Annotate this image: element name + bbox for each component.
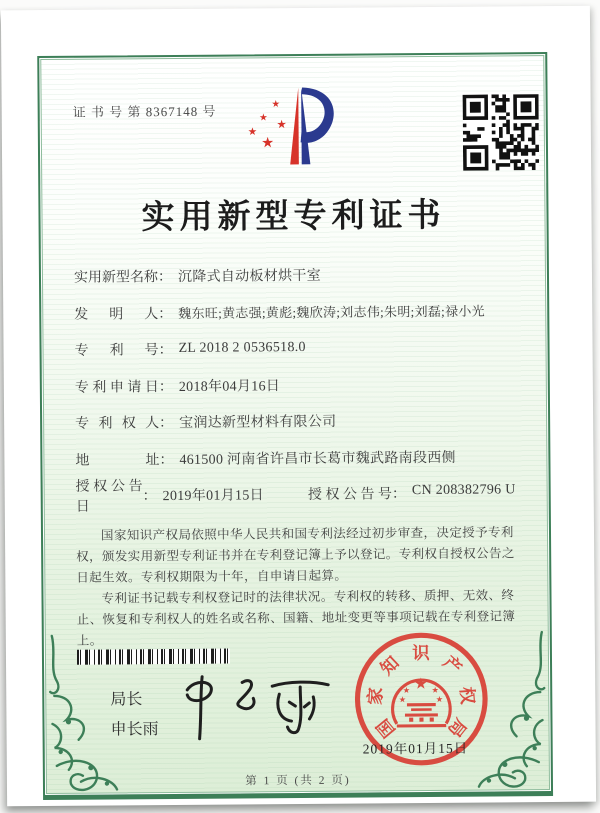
- svg-text:★: ★: [261, 135, 275, 152]
- svg-text:★: ★: [431, 684, 439, 695]
- director-name: 申长雨: [110, 721, 159, 739]
- field-label: 专利权人: [75, 416, 160, 433]
- field-value: 2018年04月16日: [178, 378, 281, 395]
- field-row-address: [75, 438, 515, 478]
- svg-text:★: ★: [247, 125, 258, 139]
- svg-text:★: ★: [271, 98, 281, 111]
- field-label: 地址: [75, 452, 160, 469]
- svg-text:权: 权: [456, 685, 478, 705]
- field-colon: ：: [158, 343, 173, 359]
- field-row-patentee: [75, 401, 515, 441]
- field-row-patent-no: [74, 328, 514, 368]
- svg-text:知: 知: [376, 652, 403, 679]
- svg-text:家: 家: [364, 686, 386, 706]
- director-signature: [172, 662, 353, 749]
- seal-date: 2019年01月15日: [362, 740, 469, 757]
- legal-paragraph-2: 专利证书记载专利权登记时的法律状况。专利权的转移、质押、无效、终止、恢复和专利权人的姓名或名称、国籍、地址变更等事项记载在专利登记簿上。: [76, 588, 516, 648]
- field-value: 魏东旺;黄志强;黄彪;魏欣涛;刘志伟;朱明;刘磊;禄小光: [178, 303, 486, 322]
- national-emblem-icon: [392, 675, 450, 726]
- field-colon: ：: [157, 270, 173, 286]
- svg-text:★: ★: [402, 684, 411, 696]
- grant-no-value: CN 208382796 U: [411, 482, 516, 499]
- qr-code-icon: [463, 94, 540, 171]
- field-value: 461500 河南省许昌市长葛市魏武路南段西侧: [179, 450, 456, 468]
- svg-text:识: 识: [412, 642, 430, 663]
- cnipa-logo-icon: [244, 80, 341, 173]
- certificate-header: [72, 54, 513, 177]
- field-colon: ：: [158, 379, 173, 395]
- grant-date-label: 授权公告日: [75, 479, 143, 515]
- certificate-border-frame: [37, 52, 553, 800]
- svg-text:★: ★: [413, 674, 428, 693]
- field-value: 沉降式自动板材烘干室: [177, 269, 322, 286]
- field-colon: ：: [159, 452, 174, 468]
- legal-paragraph-1: 国家知识产权局依照中华人民共和国专利法经过初步审查，决定授予专利权，颁发实用新型专利证书并在专利登记簿上予以登记。专利权自授权公告之日起生效。专利权期限为十年，自申请日起算。: [76, 525, 515, 585]
- field-label: 专利号: [74, 343, 159, 360]
- svg-text:局: 局: [444, 714, 471, 741]
- grant-no-label: 授权公告号: [307, 487, 392, 503]
- svg-text:★: ★: [398, 694, 407, 705]
- field-value: ZL 2018 2 0536518.0: [178, 340, 306, 357]
- certificate-paper: [1, 6, 596, 807]
- field-colon: ：: [159, 416, 174, 432]
- field-row-name: [74, 255, 514, 295]
- svg-text:★: ★: [259, 112, 268, 124]
- field-colon: ：: [142, 489, 157, 505]
- field-value: 宝润达新型材料有限公司: [179, 414, 337, 432]
- field-label: 实用新型名称: [73, 270, 159, 287]
- field-label: 发明人: [74, 306, 159, 323]
- field-colon: ：: [158, 306, 173, 322]
- svg-text:★: ★: [276, 117, 287, 132]
- certificate-title: 实用新型专利证书: [141, 197, 446, 237]
- field-row-filing-date: [75, 365, 515, 405]
- svg-text:产: 产: [439, 651, 466, 679]
- field-row-inventors: [74, 292, 514, 332]
- field-list: [74, 255, 516, 477]
- field-label: 专利申请日: [74, 379, 159, 396]
- director-title: 局长: [110, 691, 143, 709]
- certificate-number: 证 书 号 第 8367148 号: [72, 103, 217, 120]
- svg-text:★: ★: [435, 693, 444, 705]
- grant-row: [76, 474, 516, 513]
- svg-text:国: 国: [372, 715, 399, 742]
- field-colon: ：: [391, 487, 406, 503]
- grant-date-value: 2019年01月15日: [162, 488, 264, 505]
- page-number: 第 1 页 (共 2 页): [245, 774, 351, 788]
